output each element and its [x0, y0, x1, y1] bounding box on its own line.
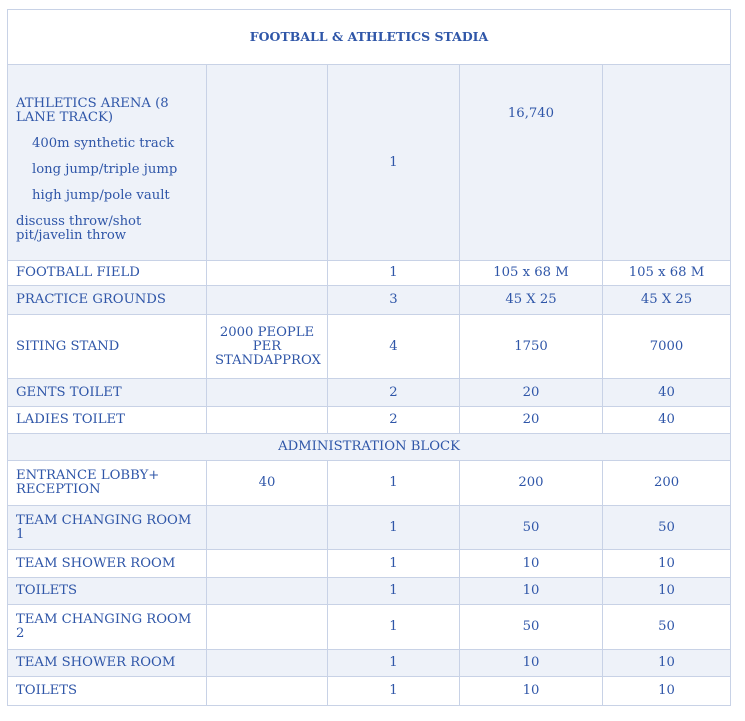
- arena-row: [8, 65, 731, 261]
- table-title: FOOTBALL & ATHLETICS STADIA: [8, 10, 731, 65]
- table-row: [8, 650, 731, 677]
- table-row: [8, 506, 731, 550]
- row-area: 1750: [460, 315, 603, 379]
- row-area: 20: [460, 379, 603, 407]
- row-total: 40: [603, 407, 731, 434]
- row-qty: 1: [328, 605, 460, 650]
- row-name: TOILETS: [8, 578, 207, 605]
- arena-item: 400m synthetic track: [32, 136, 175, 151]
- row-area: 45 X 25: [460, 286, 603, 315]
- arena-name: ATHLETICS ARENA (8 LANE TRACK): [16, 96, 169, 125]
- row-area: 10: [460, 650, 603, 677]
- row-area: 10: [460, 550, 603, 578]
- row-note: [207, 407, 328, 434]
- row-area: 10: [460, 677, 603, 706]
- row-area: 105 x 68 M: [460, 261, 603, 286]
- row-total: 10: [603, 550, 731, 578]
- row-qty: 3: [328, 286, 460, 315]
- row-note: [207, 578, 328, 605]
- header-row: [8, 10, 731, 65]
- table-row: [8, 315, 731, 379]
- row-name: TEAM CHANGING ROOM 1: [8, 506, 207, 550]
- row-total: 50: [603, 605, 731, 650]
- arena-item: high jump/pole vault: [32, 188, 170, 203]
- row-note: [207, 605, 328, 650]
- row-qty: 2: [328, 407, 460, 434]
- row-qty: 4: [328, 315, 460, 379]
- row-note: [207, 677, 328, 706]
- row-total: 200: [603, 461, 731, 506]
- arena-cell: [8, 65, 207, 261]
- arena-item: long jump/triple jump: [32, 162, 178, 177]
- section-row: [8, 434, 731, 461]
- stadia-table-wrapper: [7, 9, 730, 706]
- row-qty: 1: [328, 677, 460, 706]
- row-note: [207, 550, 328, 578]
- table-row: [8, 261, 731, 286]
- row-area: 50: [460, 605, 603, 650]
- row-note: [207, 650, 328, 677]
- table-row: [8, 677, 731, 706]
- row-qty: 2: [328, 379, 460, 407]
- row-name: TEAM SHOWER ROOM: [8, 550, 207, 578]
- row-total: 10: [603, 650, 731, 677]
- stadia-table: [7, 9, 731, 706]
- row-total: 45 X 25: [603, 286, 731, 315]
- row-area: 50: [460, 506, 603, 550]
- row-qty: 1: [328, 261, 460, 286]
- row-total: 40: [603, 379, 731, 407]
- arena-items: [16, 137, 198, 243]
- row-total: 105 x 68 M: [603, 261, 731, 286]
- row-total: 50: [603, 506, 731, 550]
- table-row: [8, 605, 731, 650]
- row-note: [207, 379, 328, 407]
- row-name: TEAM CHANGING ROOM 2: [8, 605, 207, 650]
- row-note: [207, 286, 328, 315]
- arena-area: 16,740: [460, 65, 603, 261]
- row-qty: 1: [328, 506, 460, 550]
- row-name: TEAM SHOWER ROOM: [8, 650, 207, 677]
- row-note: 2000 PEOPLE PER STANDAPPROX: [207, 315, 328, 379]
- arena-total: [603, 65, 731, 261]
- row-qty: 1: [328, 461, 460, 506]
- row-name: FOOTBALL FIELD: [8, 261, 207, 286]
- table-row: [8, 407, 731, 434]
- row-name: ENTRANCE LOBBY+ RECEPTION: [8, 461, 207, 506]
- arena-qty: 1: [328, 65, 460, 261]
- row-total: 10: [603, 677, 731, 706]
- row-name: GENTS TOILET: [8, 379, 207, 407]
- table-row: [8, 461, 731, 506]
- row-name: PRACTICE GROUNDS: [8, 286, 207, 315]
- section-title: ADMINISTRATION BLOCK: [8, 434, 731, 461]
- row-total: 10: [603, 578, 731, 605]
- row-note: 40: [207, 461, 328, 506]
- row-name: TOILETS: [8, 677, 207, 706]
- table-row: [8, 286, 731, 315]
- row-area: 20: [460, 407, 603, 434]
- row-area: 200: [460, 461, 603, 506]
- row-qty: 1: [328, 550, 460, 578]
- row-area: 10: [460, 578, 603, 605]
- row-note: [207, 506, 328, 550]
- row-qty: 1: [328, 578, 460, 605]
- arena-note-cell: [207, 65, 328, 261]
- row-note: [207, 261, 328, 286]
- table-row: [8, 578, 731, 605]
- row-name: LADIES TOILET: [8, 407, 207, 434]
- arena-item: discuss throw/shot pit/javelin throw: [16, 214, 142, 243]
- table-row: [8, 550, 731, 578]
- row-total: 7000: [603, 315, 731, 379]
- row-name: SITING STAND: [8, 315, 207, 379]
- row-qty: 1: [328, 650, 460, 677]
- table-row: [8, 379, 731, 407]
